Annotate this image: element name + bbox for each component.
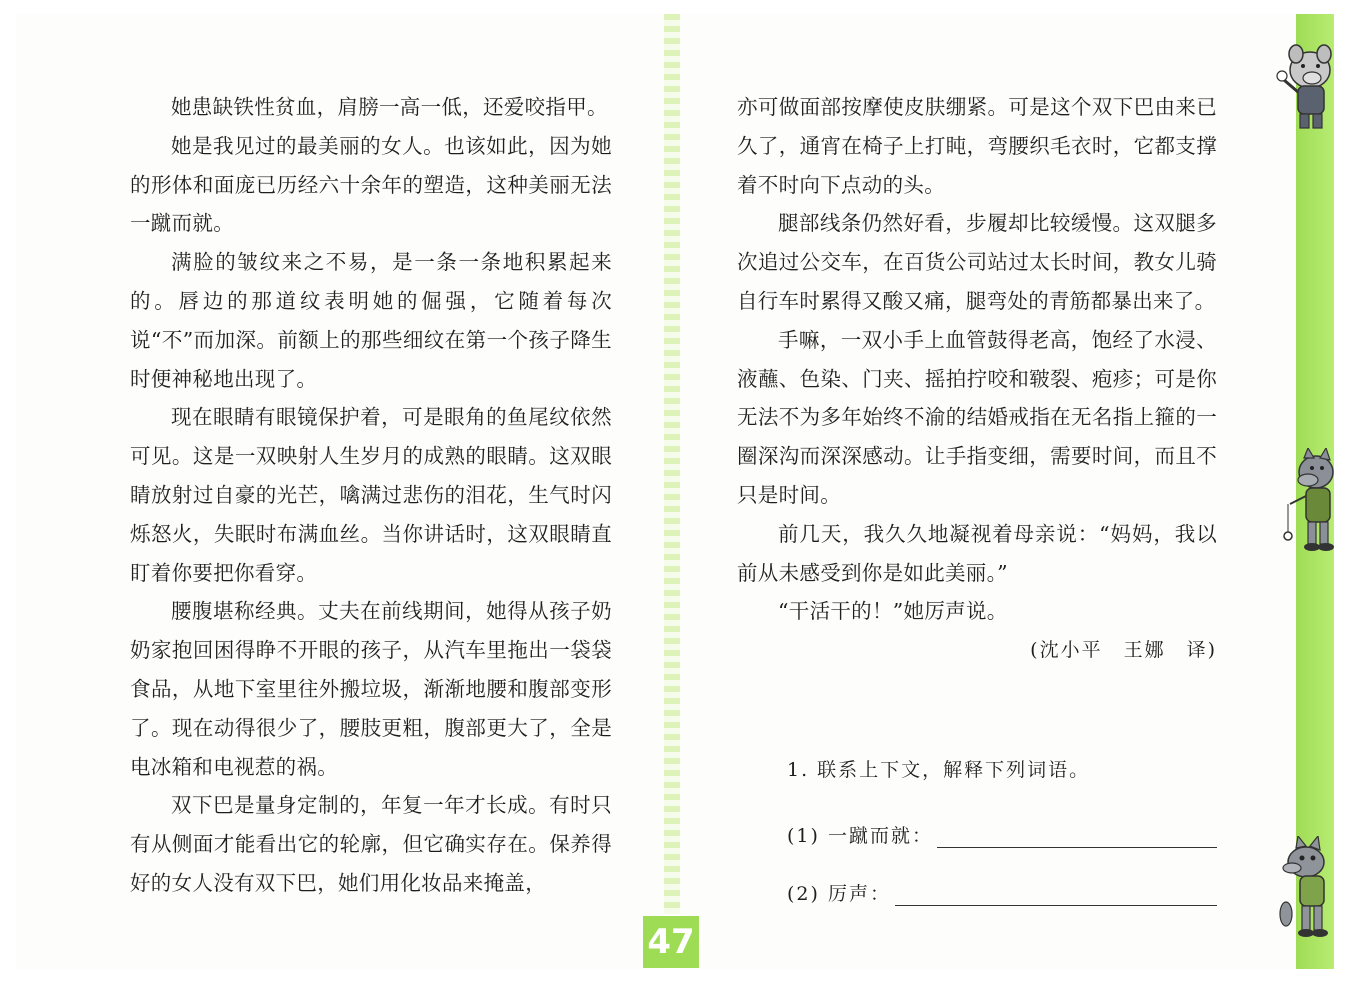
paragraph: “干活干的！”她厉声说。 (778, 599, 1008, 624)
pig-mascot-icon (1272, 40, 1342, 132)
paragraph: 她是我见过的最美丽的女人。也该如此，因为她的形体和面庞已历经六十余年的塑造，这种美丽无法一蹴而就。 (130, 133, 612, 236)
paragraph: 手嘛，一双小手上血管鼓得老高，饱经了水浸、液蘸、色染、门夹、摇拍拧咬和皲裂、疱疹；可是你无法不为多年始终不渝的结婚戒指在无名指上箍的一圈深沟而深深感动。让手指变细，需要时间，而且不只是时间。 (737, 327, 1217, 507)
answer-blank[interactable] (895, 883, 1217, 906)
exercise-item (787, 808, 1217, 848)
wolf-mascot-icon (1278, 448, 1344, 560)
fox-mascot-icon (1276, 836, 1344, 940)
paragraph: 腰腹堪称经典。丈夫在前线期间，她得从孩子奶奶家抱回困得睁不开眼的孩子，从汽车里拖出一袋袋食品，从地下室里往外搬垃圾，渐渐地腰和腹部变形了。现在动得很少了，腰肢更粗，腹部更大了，全是电冰箱和电视惹的祸。 (130, 599, 612, 779)
answer-blank[interactable] (937, 825, 1217, 848)
book-spine (664, 14, 680, 914)
exercise-item-label: (2) 厉声： (787, 883, 891, 905)
paragraph: 前几天，我久久地凝视着母亲说：“妈妈，我以前从未感受到你是如此美丽。” (737, 521, 1217, 585)
paragraph: 现在眼睛有眼镜保护着，可是眼角的鱼尾纹依然可见。这是一双映射人生岁月的成熟的眼睛。这双眼睛放射过自豪的光芒，噙满过悲伤的泪花，生气时闪烁怒火，失眠时布满血丝。当你讲话时，这双眼睛直盯着你要把你看穿。 (130, 405, 612, 585)
paragraph-continued: 亦可做面部按摩使皮肤绷紧。可是这个双下巴由来已久了，通宵在椅子上打盹，弯腰织毛衣时，它都支撑着不时向下点动的头。 (737, 95, 1217, 197)
page-number: 47 (643, 916, 699, 968)
exercise-question: 1. 联系上下文，解释下列词语。 (787, 759, 1091, 781)
paragraph: 腿部线条仍然好看，步履却比较缓慢。这双腿多次追过公交车，在百货公司站过太长时间，教女儿骑自行车时累得又酸又痛，腿弯处的青筋都暴出来了。 (737, 211, 1217, 313)
paragraph: 双下巴是量身定制的，年复一年才长成。有时只有从侧面才能看出它的轮廓，但它确实存在。保养得好的女人没有双下巴，她们用化妆品来掩盖， (130, 793, 612, 895)
exercise-item-label: (1) 一蹴而就： (787, 825, 933, 847)
exercise-block (787, 750, 1217, 924)
paragraph: 她患缺铁性贫血，肩膀一高一低，还爱咬指甲。 (171, 95, 608, 119)
right-column-text (737, 88, 1217, 670)
exercise-item (787, 866, 1217, 906)
left-column-text (130, 88, 612, 903)
paragraph: 满脸的皱纹来之不易，是一条一条地积累起来的。唇边的那道纹表明她的倔强，它随着每次说“不”而加深。前额上的那些细纹在第一个孩子降生时便神秘地出现了。 (130, 250, 612, 391)
translator-credit: (沈小平 王娜 译) (1030, 639, 1217, 662)
